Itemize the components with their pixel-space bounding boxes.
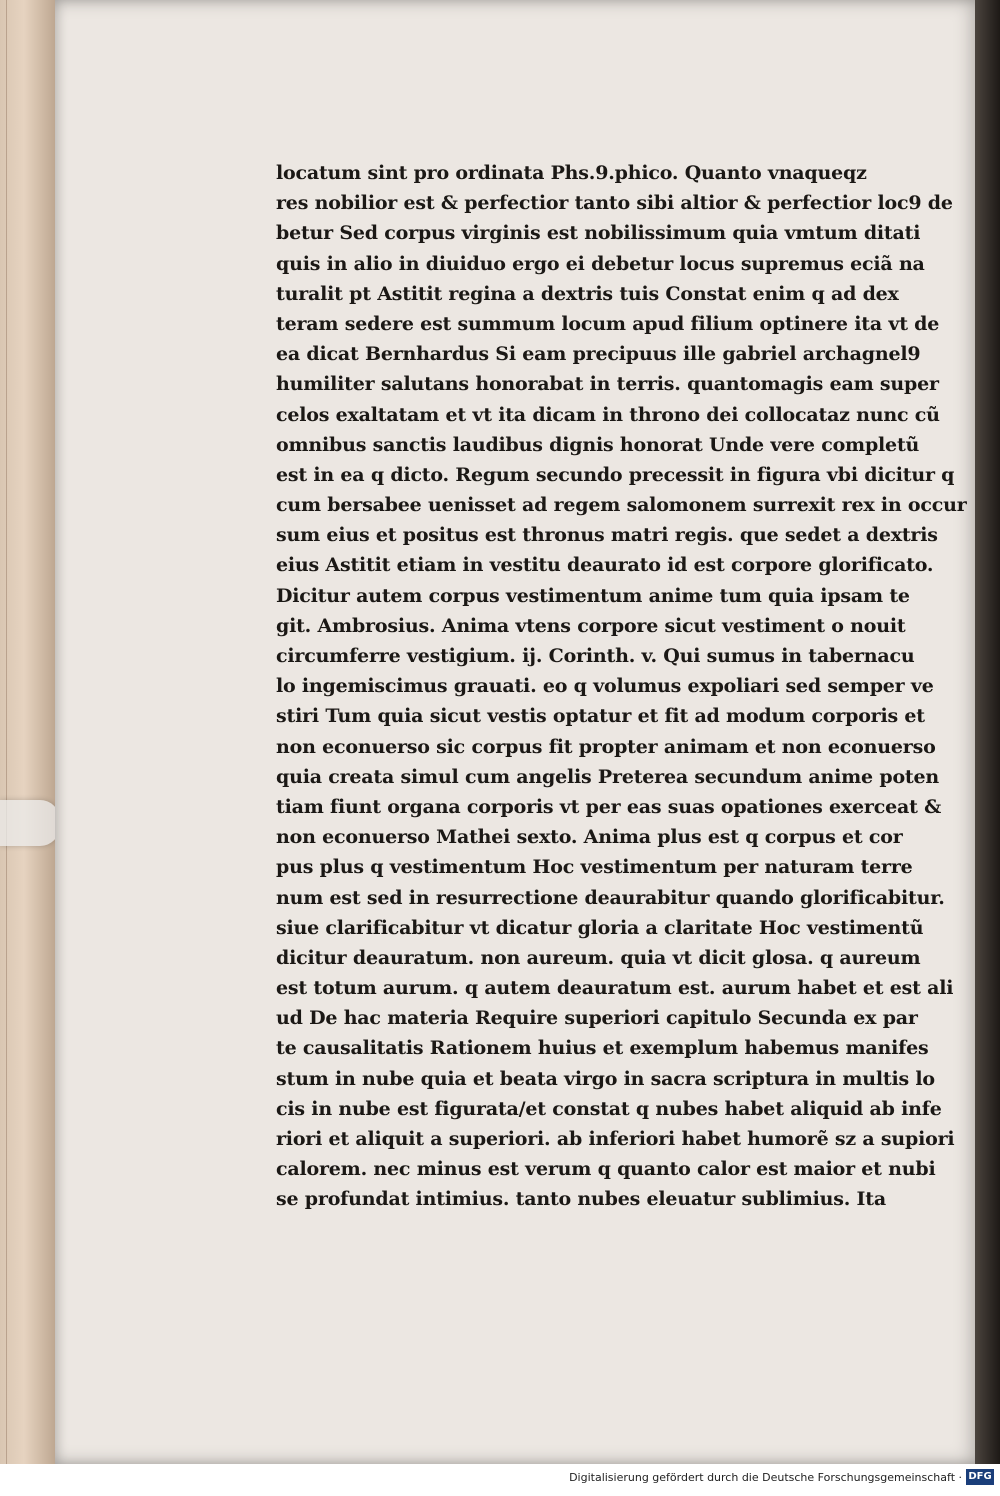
- footer-bar: [0, 1464, 1000, 1496]
- text-line: quia creata simul cum angelis Preterea secundum anime poten: [276, 765, 939, 788]
- book-page-edges: [0, 0, 60, 1464]
- text-line: dicitur deauratum. non aureum. quia vt dicit glosa. q aureum: [276, 946, 921, 969]
- text-line: riori et aliquit a superiori. ab inferiori habet humorẽ sz a supiori: [276, 1128, 955, 1150]
- text-line: cis in nube est figurata/et constat q nubes habet aliquid ab infe: [276, 1097, 942, 1120]
- text-line: humiliter salutans honorabat in terris. quantomagis eam super: [276, 373, 939, 396]
- dfg-logo: DFG: [966, 1469, 994, 1485]
- text-line: se profundat intimius. tanto nubes eleuatur sublimius. Ita: [276, 1188, 886, 1211]
- page-gutter-shadow: [975, 0, 1000, 1464]
- text-line: siue clarificabitur vt dicatur gloria a claritate Hoc vestimentũ: [276, 916, 924, 939]
- digitization-credit: Digitalisierung gefördert durch die Deutsche Forschungsgemeinschaft ·: [569, 1471, 962, 1484]
- text-line: cum bersabee uenisset ad regem salomonem surrexit rex in occur: [276, 494, 967, 517]
- text-line: circumferre vestigium. ij. Corinth. v. Qui sumus in tabernacu: [276, 645, 915, 667]
- text-line: est totum aurum. q autem deauratum est. aurum habet et est ali: [276, 977, 954, 1000]
- text-line: est in ea q dicto. Regum secundo precessit in figura vbi dicitur q: [276, 463, 955, 486]
- text-line: locatum sint pro ordinata Phs.9.phico. Quanto vnaqueqz: [276, 162, 867, 184]
- text-line: te causalitatis Rationem huius et exemplum habemus manifes: [276, 1037, 929, 1060]
- page-clip: [0, 800, 60, 846]
- text-line: omnibus sanctis laudibus dignis honorat Unde vere completũ: [276, 433, 920, 456]
- text-line: non econuerso Mathei sexto. Anima plus est q corpus et cor: [276, 826, 903, 849]
- text-line: lo ingemiscimus grauati. eo q volumus expoliari sed semper ve: [276, 675, 934, 698]
- text-line: turalit pt Astitit regina a dextris tuis Constat enim q ad dex: [276, 282, 899, 305]
- text-line: ud De hac materia Require superiori capitulo Secunda ex par: [276, 1007, 918, 1030]
- page-text-block: [276, 158, 967, 1215]
- text-line: res nobilior est & perfectior tanto sibi altior & perfectior loc9 de: [276, 192, 953, 215]
- text-line: stiri Tum quia sicut vestis optatur et fit ad modum corporis et: [276, 705, 925, 728]
- text-line: betur Sed corpus virginis est nobilissimum quia vmtum ditati: [276, 222, 921, 245]
- text-line: teram sedere est summum locum apud filium optinere ita vt de: [276, 312, 940, 335]
- text-line: num est sed in resurrectione deaurabitur quando glorificabitur.: [276, 886, 945, 909]
- text-line: tiam fiunt organa corporis vt per eas suas opationes exerceat &: [276, 795, 942, 818]
- text-line: celos exaltatam et vt ita dicam in throno dei collocataz nunc cũ: [276, 403, 940, 426]
- text-line: calorem. nec minus est verum q quanto calor est maior et nubi: [276, 1158, 936, 1181]
- text-line: pus plus q vestimentum Hoc vestimentum per naturam terre: [276, 856, 913, 879]
- text-line: eius Astitit etiam in vestitu deaurato id est corpore glorificato.: [276, 554, 934, 577]
- text-line: quis in alio in diuiduo ergo ei debetur locus supremus eciã na: [276, 252, 925, 275]
- text-line: sum eius et positus est thronus matri regis. que sedet a dextris: [276, 524, 938, 547]
- text-line: ea dicat Bernhardus Si eam precipuus ille gabriel archagnel9: [276, 343, 921, 366]
- text-line: non econuerso sic corpus fit propter animam et non econuerso: [276, 735, 936, 758]
- text-line: stum in nube quia et beata virgo in sacra scriptura in multis lo: [276, 1067, 935, 1090]
- text-line: Dicitur autem corpus vestimentum anime tum quia ipsam te: [276, 584, 910, 607]
- text-line: git. Ambrosius. Anima vtens corpore sicut vestiment o nouit: [276, 614, 906, 637]
